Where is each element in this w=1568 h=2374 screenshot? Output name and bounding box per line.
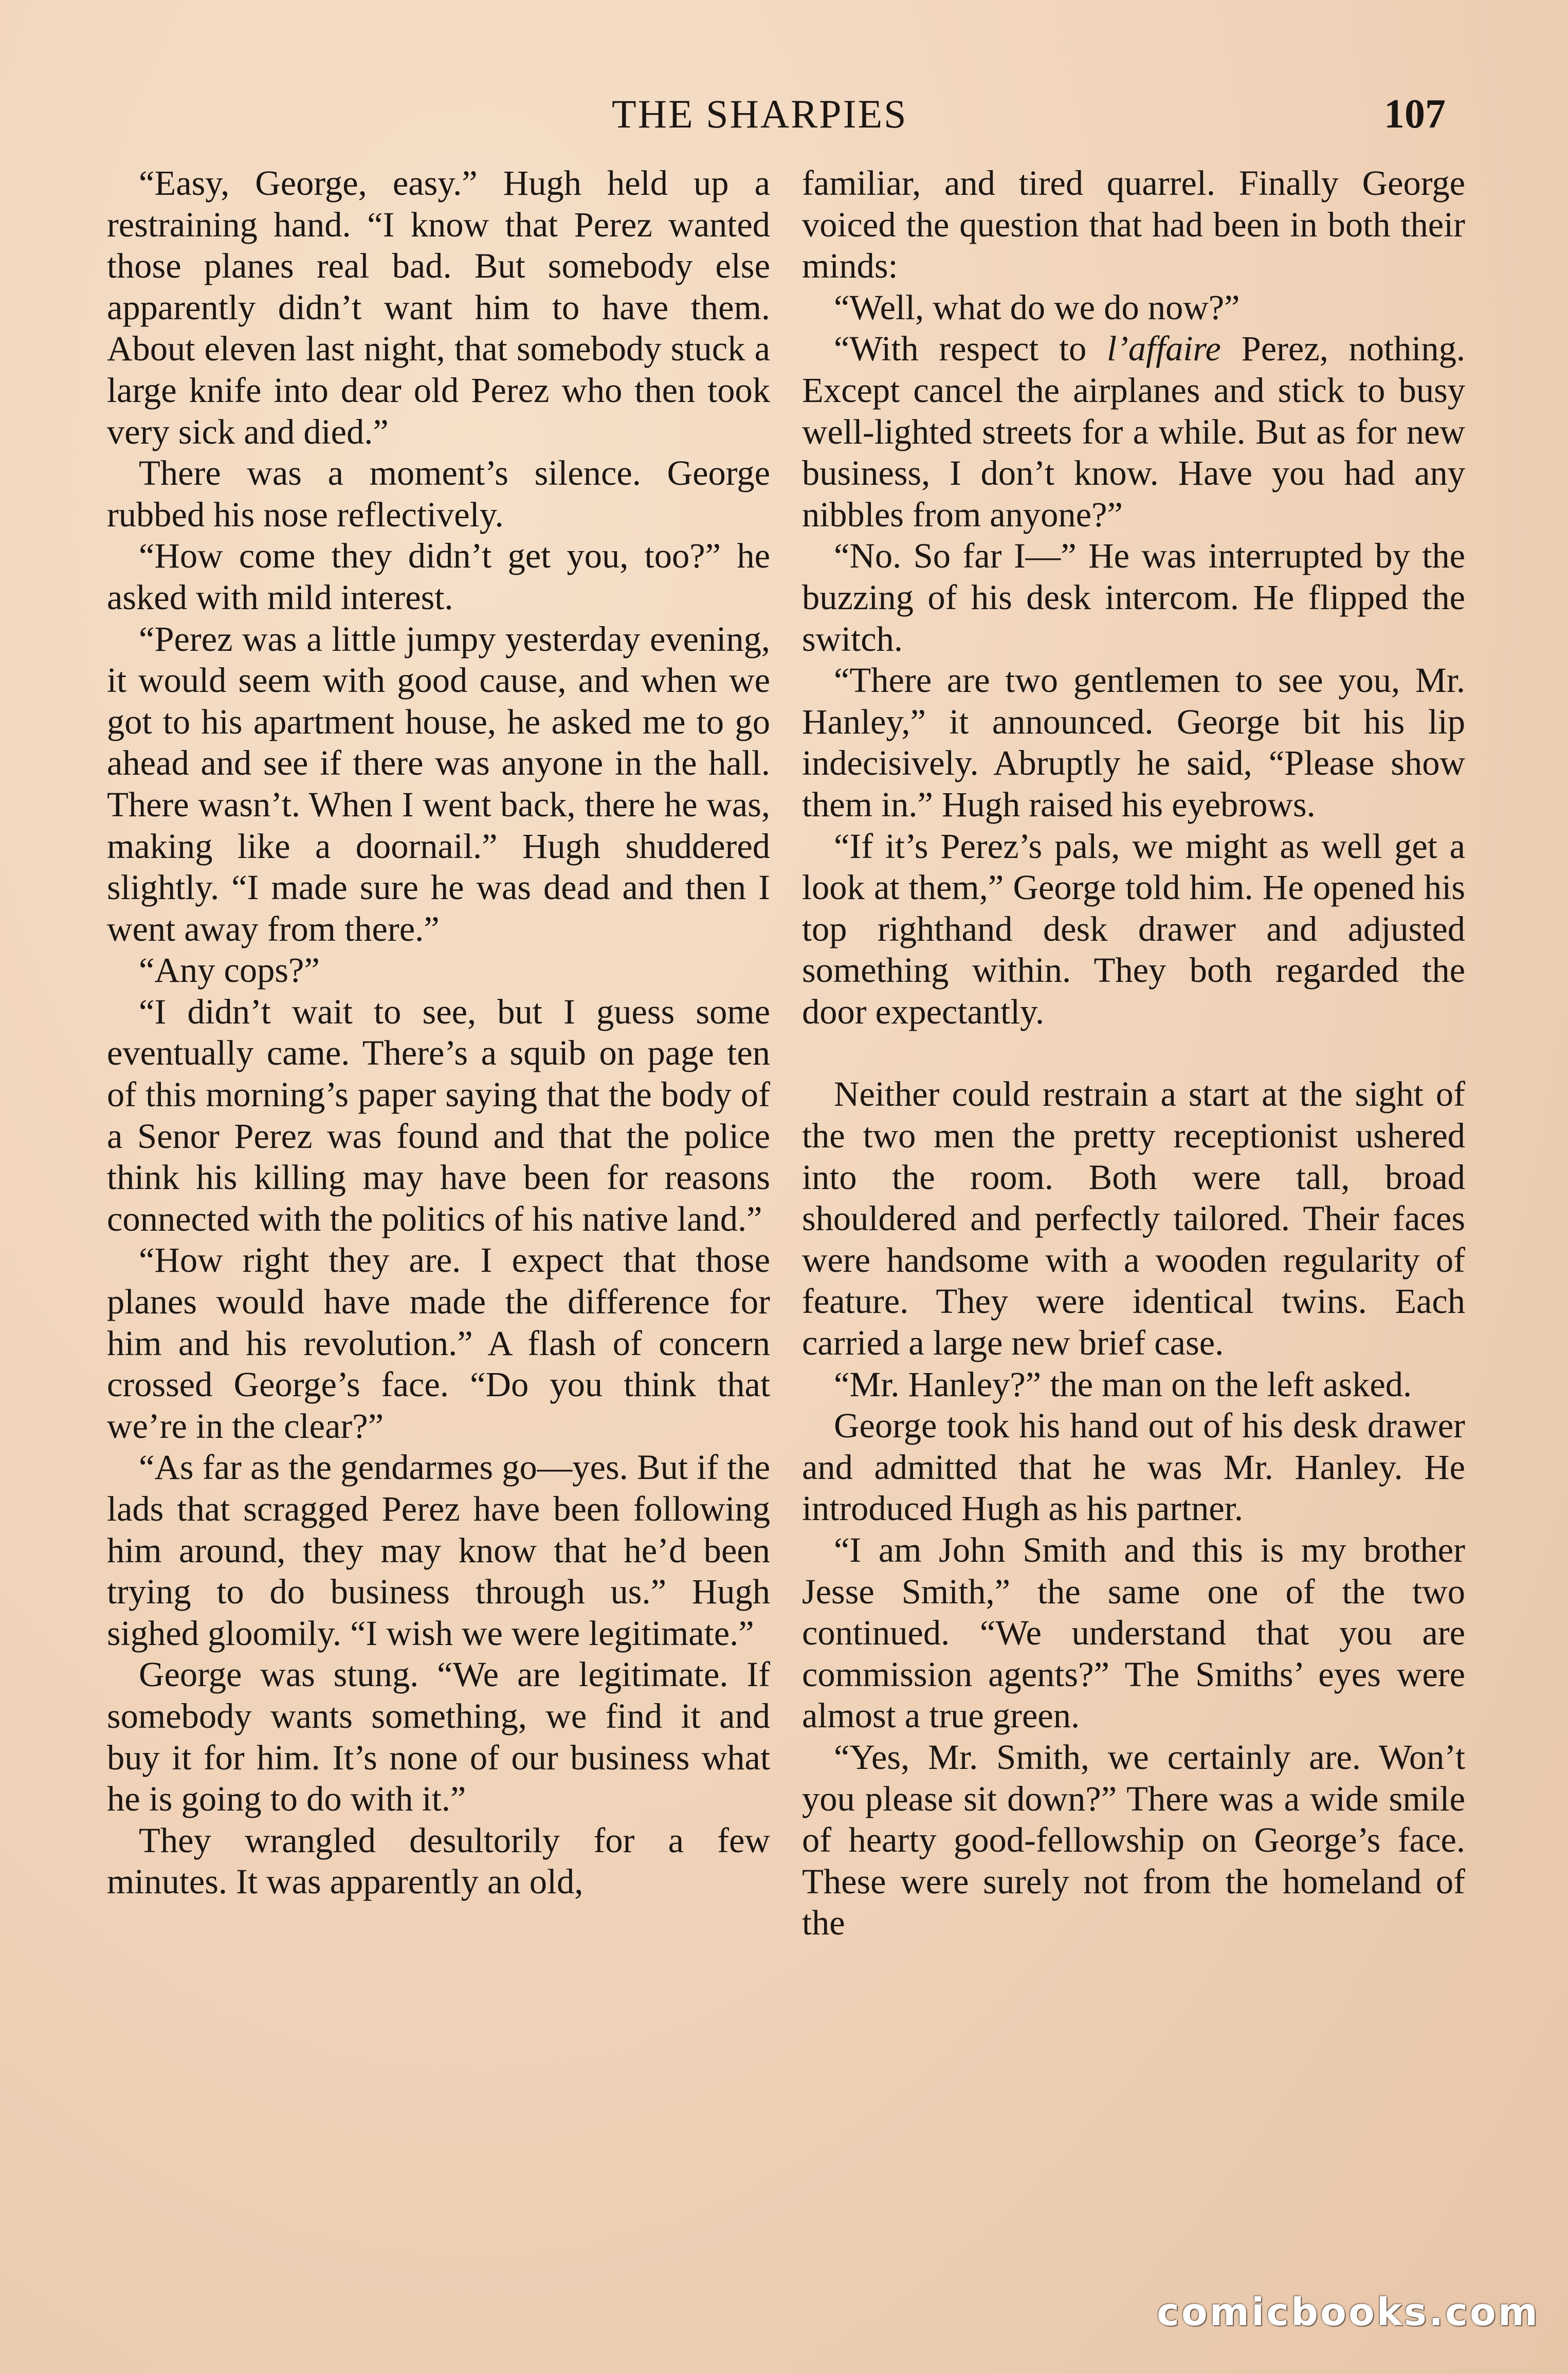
right-column xyxy=(802,162,1465,1944)
paragraph-text: Perez, nothing. Except cancel the airplanes and stick to busy well-lighted streets for a while. But as for new business, I don’t know. Have you had any nibbles from anyone?” xyxy=(802,329,1465,534)
paragraph-section-start: Neither could restrain a start at the sight of the two men the pretty receptionist ushered into the room. Both were tall, broad shouldered and perfectly tailored. Their faces were handsome with a wooden regularity of feature. They were identical twins. Each carried a large new brief case. xyxy=(802,1074,1465,1363)
running-header xyxy=(0,88,1568,140)
italic-phrase: l’affaire xyxy=(1106,329,1221,369)
paragraph: “As far as the gendarmes go—yes. But if the lads that scragged Perez have been following him around, they may know that he’d been trying to do business through us.” Hugh sighed gloomily. “I wish we were legitimate.” xyxy=(107,1448,770,1653)
paragraph-text: “With respect to xyxy=(834,329,1107,369)
paragraph: “There are two gentlemen to see you, Mr. Hanley,” it announced. George bit his lip indecisively. Abruptly he said, “Please show them in.” Hugh raised his eyebrows. xyxy=(802,661,1465,824)
paragraph: “Mr. Hanley?” the man on the left asked. xyxy=(834,1364,1412,1404)
paragraph: “No. So far I—” He was interrupted by the buzzing of his desk intercom. He flipped the switch. xyxy=(802,536,1465,659)
paragraph: “Any cops?” xyxy=(139,951,320,990)
watermark: comicbooks.com xyxy=(1157,2290,1540,2334)
paragraph: “Perez was a little jumpy yesterday evening, it would seem with good cause, and when we got to his apartment house, he asked me to go ahead and see if there was anyone in the hall. There wasn’t. When I went back, there he was, making like a doornail.” Hugh shuddered slightly. “I made sure he was dead and then I went away from there.” xyxy=(107,619,770,948)
paragraph: “Well, what do we do now?” xyxy=(834,287,1240,327)
left-column xyxy=(107,162,770,1903)
paragraph: “Easy, George, easy.” Hugh held up a restraining hand. “I know that Perez wanted those planes real bad. But somebody else apparently didn’t want him to have them. About eleven last night, that somebody stuck a large knife into dear old Perez who then took very sick and died.” xyxy=(107,163,770,451)
paragraph: “If it’s Perez’s pals, we might as well get a look at them,” George told him. He opened his top righthand desk drawer and adjusted something within. They both regarded the door expectantly. xyxy=(802,826,1465,1031)
paragraph: George was stung. “We are legitimate. If somebody wants something, we find it and buy it for him. It’s none of our business what he is going to do with it.” xyxy=(107,1655,770,1819)
paragraph: “How come they didn’t get you, too?” he asked with mild interest. xyxy=(107,536,770,617)
page-number: 107 xyxy=(1384,92,1446,137)
paragraph: They wrangled desultorily for a few minutes. It was apparently an old, xyxy=(107,1820,770,1902)
running-title: THE SHARPIES xyxy=(612,92,908,136)
paragraph: “I didn’t wait to see, but I guess some eventually came. There’s a squib on page ten of this morning’s paper saying that the body of a Senor Perez was found and that the police think his killing may have been for reasons connected with the politics of his native land.” xyxy=(107,992,770,1238)
paragraph: “How right they are. I expect that those planes would have made the difference for him and his revolution.” A flash of concern crossed George’s face. “Do you think that we’re in the clear?” xyxy=(107,1240,770,1446)
paragraph-continuation: familiar, and tired quarrel. Finally George voiced the question that had been in both their minds: xyxy=(802,163,1465,286)
paragraph xyxy=(802,328,1465,535)
paragraph: “I am John Smith and this is my brother Jesse Smith,” the same one of the two continued. “We understand that you are commission agents?” The Smiths’ eyes were almost a true green. xyxy=(802,1530,1465,1736)
paragraph: “Yes, Mr. Smith, we certainly are. Won’t you please sit down?” There was a wide smile of hearty good-fellowship on George’s face. These were surely not from the homeland of the xyxy=(802,1737,1465,1943)
paragraph: There was a moment’s silence. George rubbed his nose reflectively. xyxy=(107,453,770,534)
paragraph: George took his hand out of his desk drawer and admitted that he was Mr. Hanley. He introduced Hugh as his partner. xyxy=(802,1406,1465,1528)
